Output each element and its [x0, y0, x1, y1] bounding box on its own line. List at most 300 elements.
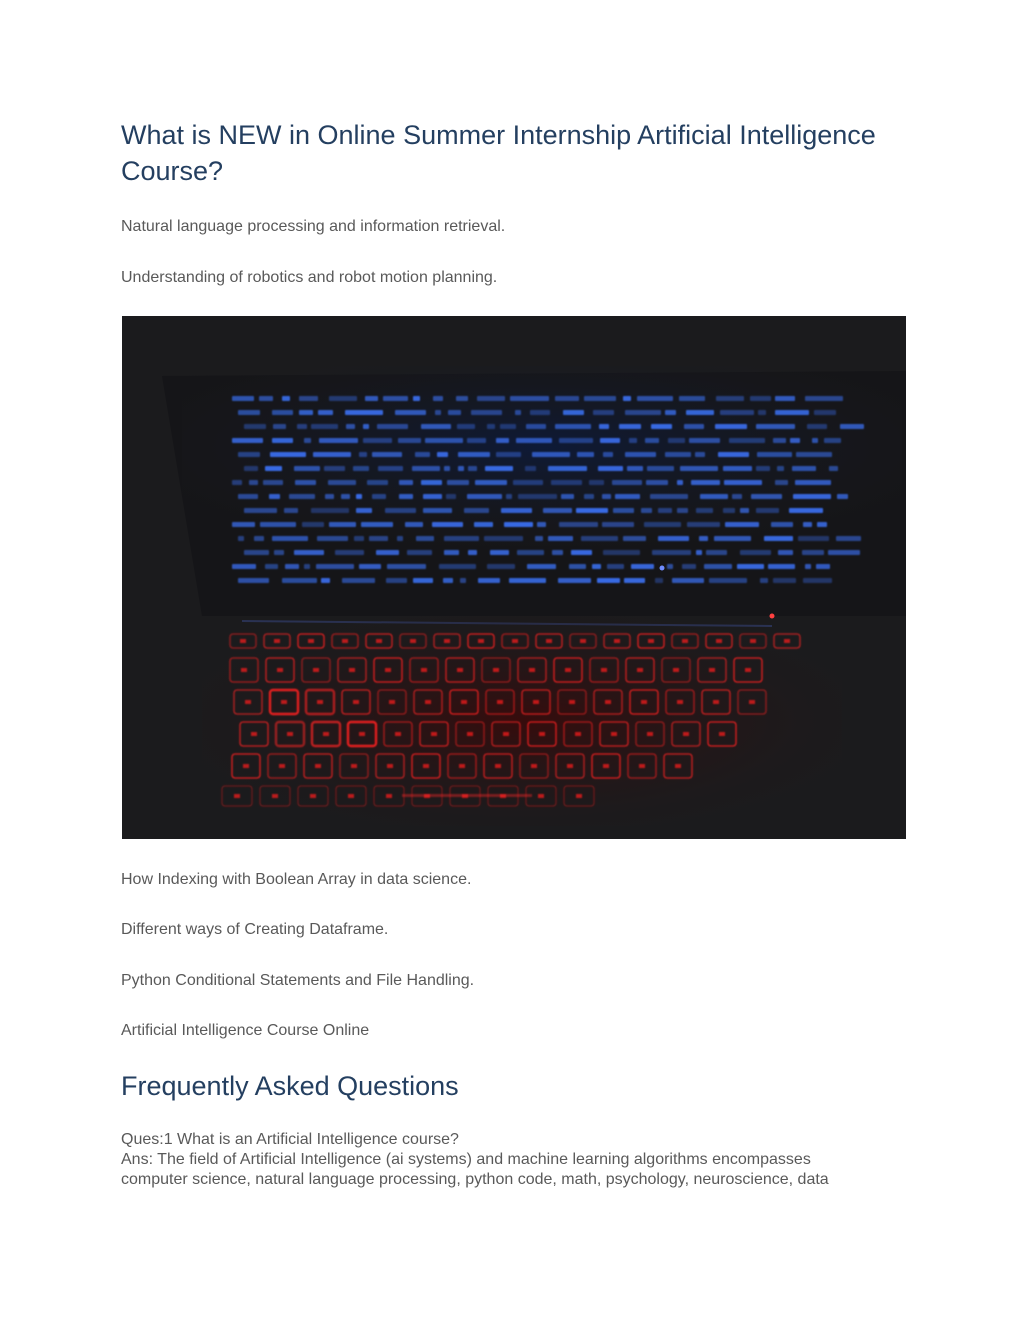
code-text-fragment — [559, 522, 598, 527]
code-text-fragment — [421, 480, 442, 485]
code-text-fragment — [563, 410, 584, 415]
code-text-fragment — [294, 550, 324, 555]
code-text-fragment — [487, 564, 515, 569]
code-text-fragment — [238, 536, 244, 541]
keyboard-key-glyph — [529, 668, 535, 672]
code-text-fragment — [285, 564, 299, 569]
code-text-fragment — [468, 466, 477, 471]
keyboard-key-glyph — [385, 668, 391, 672]
code-text-fragment — [270, 452, 306, 457]
code-text-fragment — [259, 396, 273, 401]
code-text-fragment — [775, 396, 795, 401]
code-text-fragment — [365, 396, 378, 401]
code-text-fragment — [526, 424, 546, 429]
code-text-fragment — [272, 536, 308, 541]
code-text-fragment — [467, 438, 486, 443]
keyboard-key-glyph — [457, 668, 463, 672]
code-text-fragment — [641, 508, 652, 513]
keyboard-key-glyph — [308, 639, 314, 643]
code-text-fragment — [487, 424, 495, 429]
code-text-fragment — [460, 578, 466, 583]
keyboard-key-glyph — [425, 700, 431, 704]
code-text-fragment — [559, 438, 593, 443]
code-text-fragment — [696, 508, 713, 513]
keyboard-key-glyph — [605, 700, 611, 704]
code-text-fragment — [593, 410, 614, 415]
code-text-fragment — [265, 466, 282, 471]
code-text-fragment — [668, 438, 685, 443]
code-text-fragment — [548, 536, 573, 541]
code-text-fragment — [751, 494, 782, 499]
faq-answer-line-2: computer science, natural language processing, python code, math, psychology, neuroscience, data — [121, 1171, 829, 1188]
code-text-fragment — [273, 424, 286, 429]
code-text-fragment — [764, 536, 793, 541]
keyboard-key-glyph — [538, 794, 544, 798]
code-text-fragment — [260, 522, 296, 527]
keyboard-key-glyph — [719, 732, 725, 736]
code-text-fragment — [325, 494, 334, 499]
code-text-fragment — [625, 410, 661, 415]
code-text-fragment — [679, 396, 705, 401]
code-text-fragment — [665, 410, 676, 415]
code-text-fragment — [700, 494, 728, 499]
code-text-fragment — [561, 494, 574, 499]
code-text-fragment — [758, 410, 766, 415]
code-text-fragment — [807, 424, 827, 429]
code-text-fragment — [645, 438, 659, 443]
keyboard-key-glyph — [682, 639, 688, 643]
code-text-fragment — [387, 564, 426, 569]
keyboard-key-glyph — [611, 732, 617, 736]
code-text-fragment — [535, 536, 543, 541]
code-text-fragment — [413, 396, 420, 401]
keyboard-key-glyph — [349, 668, 355, 672]
code-text-fragment — [377, 424, 408, 429]
keyboard-key-glyph — [287, 732, 293, 736]
code-text-fragment — [289, 494, 315, 499]
code-text-fragment — [732, 494, 742, 499]
code-text-fragment — [716, 396, 744, 401]
code-text-fragment — [458, 452, 490, 457]
keyboard-key-glyph — [274, 639, 280, 643]
code-text-fragment — [484, 536, 523, 541]
code-text-fragment — [510, 396, 549, 401]
keyboard-key-glyph — [421, 668, 427, 672]
code-text-fragment — [345, 410, 383, 415]
code-text-fragment — [803, 522, 812, 527]
code-text-fragment — [602, 522, 634, 527]
code-text-fragment — [359, 564, 381, 569]
code-text-fragment — [329, 396, 357, 401]
code-text-fragment — [658, 508, 672, 513]
code-text-fragment — [448, 410, 461, 415]
code-text-fragment — [699, 536, 708, 541]
code-text-fragment — [792, 466, 816, 471]
code-text-fragment — [356, 494, 362, 499]
keyboard-key-glyph — [478, 639, 484, 643]
keyboard-key-glyph — [580, 639, 586, 643]
code-text-fragment — [385, 508, 416, 513]
code-text-fragment — [805, 564, 811, 569]
code-text-fragment — [313, 452, 351, 457]
code-text-fragment — [515, 410, 521, 415]
code-text-fragment — [356, 508, 372, 513]
keyboard-key-glyph — [675, 764, 681, 768]
code-text-fragment — [724, 480, 762, 485]
code-text-fragment — [723, 508, 735, 513]
code-text-fragment — [324, 466, 345, 471]
code-text-fragment — [571, 550, 592, 555]
code-text-fragment — [577, 452, 594, 457]
code-text-fragment — [665, 452, 691, 457]
code-text-fragment — [667, 564, 673, 569]
code-text-fragment — [613, 508, 634, 513]
code-text-fragment — [518, 494, 557, 499]
code-text-fragment — [329, 522, 356, 527]
code-text-fragment — [773, 438, 786, 443]
code-text-fragment — [496, 452, 521, 457]
code-text-fragment — [416, 536, 434, 541]
keyboard-key-glyph — [310, 794, 316, 798]
code-text-fragment — [551, 480, 582, 485]
code-text-fragment — [311, 508, 349, 513]
code-text-fragment — [715, 424, 747, 429]
code-text-fragment — [720, 410, 754, 415]
keyboard-key-glyph — [359, 732, 365, 736]
code-text-fragment — [768, 564, 795, 569]
code-text-fragment — [516, 438, 552, 443]
code-text-fragment — [598, 466, 623, 471]
code-text-fragment — [335, 550, 364, 555]
code-text-fragment — [680, 466, 718, 471]
code-text-fragment — [612, 480, 642, 485]
faq-answer-line-1: Ans: The field of Artificial Intelligence (ai systems) and machine learning algorithms encompasses — [121, 1151, 811, 1168]
code-text-fragment — [689, 438, 720, 443]
code-text-fragment — [295, 480, 316, 485]
code-text-fragment — [244, 550, 269, 555]
code-text-fragment — [597, 578, 620, 583]
keyboard-key-glyph — [315, 764, 321, 768]
code-text-fragment — [299, 410, 313, 415]
code-text-fragment — [425, 438, 463, 443]
code-text-fragment — [399, 494, 413, 499]
keyboard-key-glyph — [784, 639, 790, 643]
keyboard-key-glyph — [750, 639, 756, 643]
code-text-fragment — [600, 438, 620, 443]
code-text-fragment — [244, 466, 258, 471]
code-text-fragment — [359, 452, 367, 457]
keyboard-key-glyph — [353, 700, 359, 704]
keyboard-key-glyph — [386, 794, 392, 798]
code-text-fragment — [232, 522, 255, 527]
code-text-fragment — [599, 424, 609, 429]
keyboard-key-glyph — [395, 732, 401, 736]
faq-question: Ques:1 What is an Artificial Intelligence course? — [121, 1131, 459, 1148]
code-text-fragment — [398, 438, 421, 443]
code-text-fragment — [421, 424, 451, 429]
code-text-fragment — [475, 480, 507, 485]
keyboard-key-glyph — [575, 732, 581, 736]
code-text-fragment — [500, 424, 516, 429]
code-text-fragment — [816, 564, 830, 569]
keyboard-key-glyph — [351, 764, 357, 768]
code-text-fragment — [232, 396, 254, 401]
keyboard-key-glyph — [603, 764, 609, 768]
page-title: What is NEW in Online Summer Internship Artificial Intelligence Course? — [121, 120, 876, 186]
code-text-fragment — [778, 550, 793, 555]
code-text-fragment — [756, 508, 779, 513]
keyboard-key-glyph — [279, 764, 285, 768]
keyboard-key-glyph — [716, 639, 722, 643]
keyboard-key-glyph — [641, 700, 647, 704]
code-text-fragment — [696, 550, 702, 555]
code-text-fragment — [537, 522, 546, 527]
code-text-fragment — [686, 410, 714, 415]
code-text-fragment — [272, 438, 293, 443]
code-text-fragment — [299, 396, 318, 401]
code-text-fragment — [552, 550, 563, 555]
code-text-fragment — [555, 424, 591, 429]
code-text-fragment — [558, 578, 591, 583]
code-text-fragment — [775, 480, 788, 485]
code-text-fragment — [372, 452, 402, 457]
keyboard-key-glyph — [567, 764, 573, 768]
topic-nlp: Natural language processing and information retrieval. — [121, 218, 506, 235]
keyboard-key-glyph — [533, 700, 539, 704]
code-text-fragment — [757, 452, 792, 457]
code-text-fragment — [399, 480, 413, 485]
code-text-fragment — [795, 480, 831, 485]
code-text-fragment — [501, 508, 532, 513]
code-text-fragment — [543, 508, 572, 513]
keyboard-key-glyph — [342, 639, 348, 643]
keyboard-key-glyph — [614, 639, 620, 643]
keyboard-key-glyph — [677, 700, 683, 704]
keyboard-key-glyph — [565, 668, 571, 672]
keyboard-key-glyph — [461, 700, 467, 704]
code-text-fragment — [803, 578, 832, 583]
code-text-fragment — [265, 564, 278, 569]
code-text-fragment — [592, 564, 601, 569]
code-text-fragment — [775, 410, 809, 415]
code-text-fragment — [405, 522, 423, 527]
code-text-fragment — [415, 452, 430, 457]
code-text-fragment — [378, 466, 403, 471]
topic-boolean-indexing: How Indexing with Boolean Array in data science. — [121, 871, 472, 888]
code-text-fragment — [294, 466, 320, 471]
code-text-fragment — [263, 480, 283, 485]
code-text-fragment — [581, 536, 618, 541]
code-text-fragment — [238, 452, 260, 457]
code-text-fragment — [496, 438, 509, 443]
code-text-fragment — [232, 438, 263, 443]
code-text-fragment — [446, 494, 456, 499]
keyboard-key-glyph — [683, 732, 689, 736]
keyboard-key-glyph — [240, 639, 246, 643]
code-text-fragment — [589, 480, 604, 485]
code-text-fragment — [650, 494, 688, 499]
keyboard-key-glyph — [639, 764, 645, 768]
code-text-fragment — [302, 522, 324, 527]
code-text-fragment — [372, 494, 386, 499]
keyboard-key-glyph — [234, 794, 240, 798]
code-text-fragment — [238, 494, 258, 499]
keyboard-key-glyph — [241, 668, 247, 672]
code-text-fragment — [718, 452, 749, 457]
code-text-fragment — [723, 466, 752, 471]
code-text-fragment — [467, 494, 502, 499]
code-text-fragment — [829, 466, 838, 471]
keyboard-key-glyph — [745, 668, 751, 672]
code-text-fragment — [244, 424, 266, 429]
code-text-fragment — [714, 536, 751, 541]
code-text-fragment — [238, 578, 269, 583]
code-text-fragment — [311, 424, 338, 429]
keyboard-key-glyph — [713, 700, 719, 704]
keyboard-key-glyph — [313, 668, 319, 672]
keyboard-key-glyph — [467, 732, 473, 736]
code-text-fragment — [644, 522, 681, 527]
code-text-fragment — [790, 438, 800, 443]
code-text-fragment — [527, 564, 556, 569]
code-text-fragment — [447, 480, 469, 485]
code-text-fragment — [760, 578, 768, 583]
code-text-fragment — [363, 438, 392, 443]
code-text-fragment — [464, 508, 489, 513]
code-text-fragment — [506, 494, 512, 499]
code-text-fragment — [341, 494, 350, 499]
code-text-fragment — [796, 452, 832, 457]
keyboard-key-glyph — [493, 668, 499, 672]
code-text-fragment — [817, 522, 827, 527]
code-text-fragment — [603, 550, 640, 555]
code-text-fragment — [423, 494, 442, 499]
code-text-fragment — [474, 522, 493, 527]
keyboard-key-glyph — [317, 700, 323, 704]
keyboard-key-glyph — [647, 732, 653, 736]
code-text-fragment — [490, 550, 509, 555]
keyboard-key-glyph — [459, 764, 465, 768]
keyboard-key-glyph — [546, 639, 552, 643]
code-text-fragment — [297, 424, 307, 429]
code-text-fragment — [828, 550, 860, 555]
keyboard-key-glyph — [497, 700, 503, 704]
code-text-fragment — [439, 564, 476, 569]
code-text-fragment — [740, 550, 771, 555]
code-text-fragment — [318, 410, 333, 415]
code-text-fragment — [504, 522, 533, 527]
laptop-keyboard-photo — [122, 316, 906, 839]
code-text-fragment — [812, 438, 818, 443]
code-text-fragment — [607, 564, 624, 569]
code-text-fragment — [369, 536, 388, 541]
code-text-fragment — [274, 550, 284, 555]
code-text-fragment — [282, 578, 317, 583]
code-text-fragment — [254, 536, 264, 541]
code-text-fragment — [548, 466, 587, 471]
code-text-fragment — [386, 578, 407, 583]
code-text-fragment — [695, 452, 705, 457]
keyboard-key-glyph — [376, 639, 382, 643]
code-text-fragment — [361, 522, 393, 527]
code-text-fragment — [395, 410, 426, 415]
code-text-fragment — [319, 438, 358, 443]
code-text-fragment — [737, 564, 764, 569]
keyboard-key-glyph — [323, 732, 329, 736]
code-text-fragment — [658, 536, 689, 541]
code-text-fragment — [729, 438, 765, 443]
code-text-fragment — [655, 578, 663, 583]
code-text-fragment — [458, 466, 464, 471]
code-text-fragment — [457, 424, 475, 429]
code-text-fragment — [304, 438, 311, 443]
code-text-fragment — [477, 396, 505, 401]
code-text-fragment — [771, 522, 793, 527]
code-text-fragment — [244, 508, 277, 513]
code-text-fragment — [704, 564, 732, 569]
code-text-fragment — [363, 424, 369, 429]
code-text-fragment — [651, 424, 672, 429]
code-text-fragment — [412, 466, 440, 471]
code-text-fragment — [432, 522, 463, 527]
code-text-fragment — [478, 578, 500, 583]
topic-ai-course-online: Artificial Intelligence Course Online — [121, 1022, 370, 1039]
keyboard-key-glyph — [673, 668, 679, 672]
keyboard-key-glyph — [410, 639, 416, 643]
code-text-fragment — [530, 410, 550, 415]
code-text-fragment — [317, 536, 348, 541]
code-text-fragment — [824, 438, 841, 443]
code-text-fragment — [802, 550, 824, 555]
code-text-fragment — [603, 452, 613, 457]
code-text-fragment — [687, 522, 720, 527]
code-text-fragment — [677, 480, 683, 485]
topic-robotics: Understanding of robotics and robot motion planning. — [121, 269, 498, 286]
code-text-fragment — [435, 410, 441, 415]
code-text-fragment — [740, 508, 749, 513]
code-text-fragment — [619, 424, 641, 429]
code-text-fragment — [646, 480, 668, 485]
code-text-fragment — [346, 424, 355, 429]
keyboard-key-glyph — [423, 764, 429, 768]
code-text-fragment — [383, 396, 408, 401]
code-text-fragment — [623, 396, 631, 401]
code-text-fragment — [354, 536, 364, 541]
code-text-fragment — [777, 466, 784, 471]
code-text-fragment — [555, 396, 579, 401]
keyboard-key-glyph — [648, 639, 654, 643]
code-text-fragment — [444, 550, 459, 555]
keyboard-key-glyph — [444, 639, 450, 643]
code-text-fragment — [316, 564, 354, 569]
code-text-fragment — [627, 466, 643, 471]
code-text-fragment — [513, 480, 543, 485]
keyboard-key-glyph — [531, 764, 537, 768]
code-text-fragment — [691, 480, 720, 485]
code-text-fragment — [485, 466, 513, 471]
code-text-fragment — [789, 508, 823, 513]
code-text-fragment — [684, 424, 704, 429]
code-text-fragment — [443, 578, 453, 583]
keyboard-key-glyph — [576, 794, 582, 798]
code-text-fragment — [836, 536, 861, 541]
keyboard-key-glyph — [348, 794, 354, 798]
code-text-fragment — [773, 578, 796, 583]
code-text-fragment — [706, 550, 727, 555]
code-text-fragment — [525, 466, 536, 471]
code-text-fragment — [284, 508, 298, 513]
code-text-fragment — [437, 452, 448, 457]
